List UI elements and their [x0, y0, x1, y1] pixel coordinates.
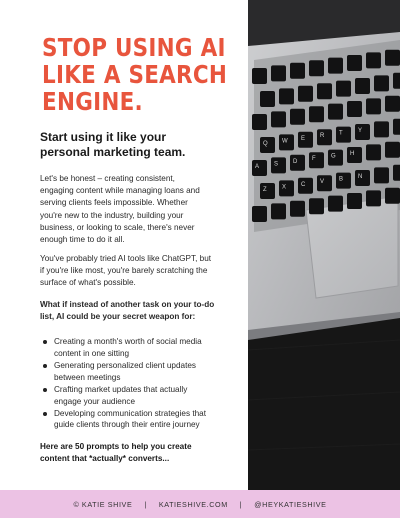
keyboard-key	[393, 119, 400, 135]
keyboard-key	[366, 98, 381, 114]
text-line: guide clients through their entire journey	[54, 420, 200, 430]
keyboard-key	[374, 121, 389, 137]
keyboard-key	[393, 165, 400, 181]
laptop-keyboard-photo	[248, 0, 400, 490]
keyboard-key	[317, 83, 332, 99]
text-line: you're new to the industry, building your	[40, 210, 184, 220]
text-line: Developing communication strategies that	[54, 408, 207, 418]
keyboard-key	[328, 58, 343, 74]
keyboard-key	[347, 101, 362, 117]
key-label: A	[255, 164, 260, 170]
benefits-list	[42, 336, 252, 432]
key-label: N	[358, 174, 363, 180]
text-line: business, or looking to scale, there's never	[40, 222, 195, 232]
keyboard-key	[347, 55, 362, 71]
text-line: engaging content while managing loans and	[40, 186, 200, 196]
key-label: H	[350, 151, 355, 157]
keyboard-key	[298, 86, 313, 102]
keyboard-key	[290, 63, 305, 79]
text-line: content in one sitting	[54, 348, 130, 358]
keyboard-key	[385, 142, 400, 158]
keyboard-key	[309, 198, 324, 214]
key-label: Q	[263, 141, 268, 147]
text-line: serving clients feels impossible. Whether	[40, 198, 188, 208]
key-label: R	[320, 133, 325, 140]
text-line: list, AI could be your secret weapon for:	[40, 312, 196, 322]
text-line: Let's be honest – creating consistent,	[40, 174, 175, 183]
keyboard-key	[309, 106, 324, 122]
key-label: G	[331, 153, 336, 160]
key-label: X	[282, 184, 287, 191]
keyboard-key	[366, 52, 381, 68]
keyboard-key	[328, 104, 343, 120]
footer-separator: |	[144, 499, 147, 509]
text-line: enough time to do it all.	[40, 235, 125, 245]
website-link[interactable]: KATIESHIVE.COM	[158, 499, 228, 509]
key-label: Z	[263, 187, 267, 193]
key-label: S	[274, 161, 279, 168]
footer-bar	[0, 490, 400, 518]
intro-paragraph	[40, 173, 240, 246]
text-line: Here are 50 prompts to help you create	[40, 442, 192, 451]
keyboard-key	[393, 73, 400, 89]
subheading	[40, 130, 240, 160]
text-line: between meetings	[54, 372, 121, 382]
text-line: if you're like most, you're barely scratching the	[40, 266, 208, 276]
key-label: V	[320, 179, 325, 186]
keyboard-key	[290, 201, 305, 217]
headline-line-3: ENGINE.	[42, 87, 143, 116]
keyboard-key	[385, 188, 400, 204]
text-line: surface of what's possible.	[40, 278, 136, 288]
keyboard-key	[252, 114, 267, 130]
keyboard-key	[271, 65, 286, 81]
keyboard-key	[279, 88, 294, 104]
keyboard-key	[385, 96, 400, 112]
key-label: B	[339, 176, 344, 183]
headline-line-2: LIKE A SEARCH	[42, 60, 228, 89]
text-line: Creating a month's worth of social media	[54, 337, 202, 346]
keyboard-key	[260, 91, 275, 107]
key-label: C	[301, 181, 306, 188]
subheading-line-2: personal marketing team.	[40, 145, 186, 159]
keyboard-key	[355, 78, 370, 94]
copyright-text: © KATIE SHIVE	[73, 499, 133, 509]
text-line: Crafting market updates that actually	[54, 384, 188, 394]
keyboard-key	[252, 68, 267, 84]
keyboard-key	[271, 203, 286, 219]
closing-statement	[40, 441, 240, 465]
footer-separator: |	[239, 499, 243, 509]
keyboard-key	[374, 167, 389, 183]
text-line: engage your audience	[54, 396, 136, 406]
keyboard-key	[385, 50, 400, 66]
text-line: Generating personalized client updates	[54, 360, 197, 370]
keyboard-key	[252, 206, 267, 222]
key-label: D	[293, 158, 298, 165]
list-item	[42, 408, 252, 432]
key-label: E	[301, 135, 306, 142]
keyboard-key	[328, 196, 343, 212]
key-label: W	[282, 138, 288, 145]
keyboard-key	[271, 111, 286, 127]
keyboard-key	[336, 81, 351, 97]
laptop-illustration	[248, 0, 400, 490]
key-label: F	[312, 156, 316, 163]
headline-line-1: STOP USING AI	[42, 33, 226, 62]
keyboard-key	[366, 190, 381, 206]
ai-tools-paragraph	[40, 253, 240, 290]
keyboard-key	[290, 109, 305, 125]
text-line: What if instead of another task on your to-do	[40, 300, 215, 309]
question-paragraph	[40, 299, 240, 323]
key-label: T	[339, 130, 343, 137]
key-label: Y	[358, 128, 363, 134]
page-title	[42, 33, 228, 116]
keyboard-key	[374, 75, 389, 91]
keyboard-key	[347, 193, 362, 209]
text-line: You've probably tried AI tools like ChatGPT, but	[40, 254, 212, 263]
list-item	[42, 384, 252, 408]
subheading-line-1: Start using it like your	[40, 130, 167, 144]
list-item	[42, 336, 252, 360]
keyboard-key	[309, 60, 324, 76]
keyboard-key	[366, 144, 381, 160]
list-item	[42, 360, 252, 384]
text-line: content that *actually* converts...	[40, 454, 170, 464]
social-handle[interactable]: @HEYKATIESHIVE	[254, 499, 327, 509]
